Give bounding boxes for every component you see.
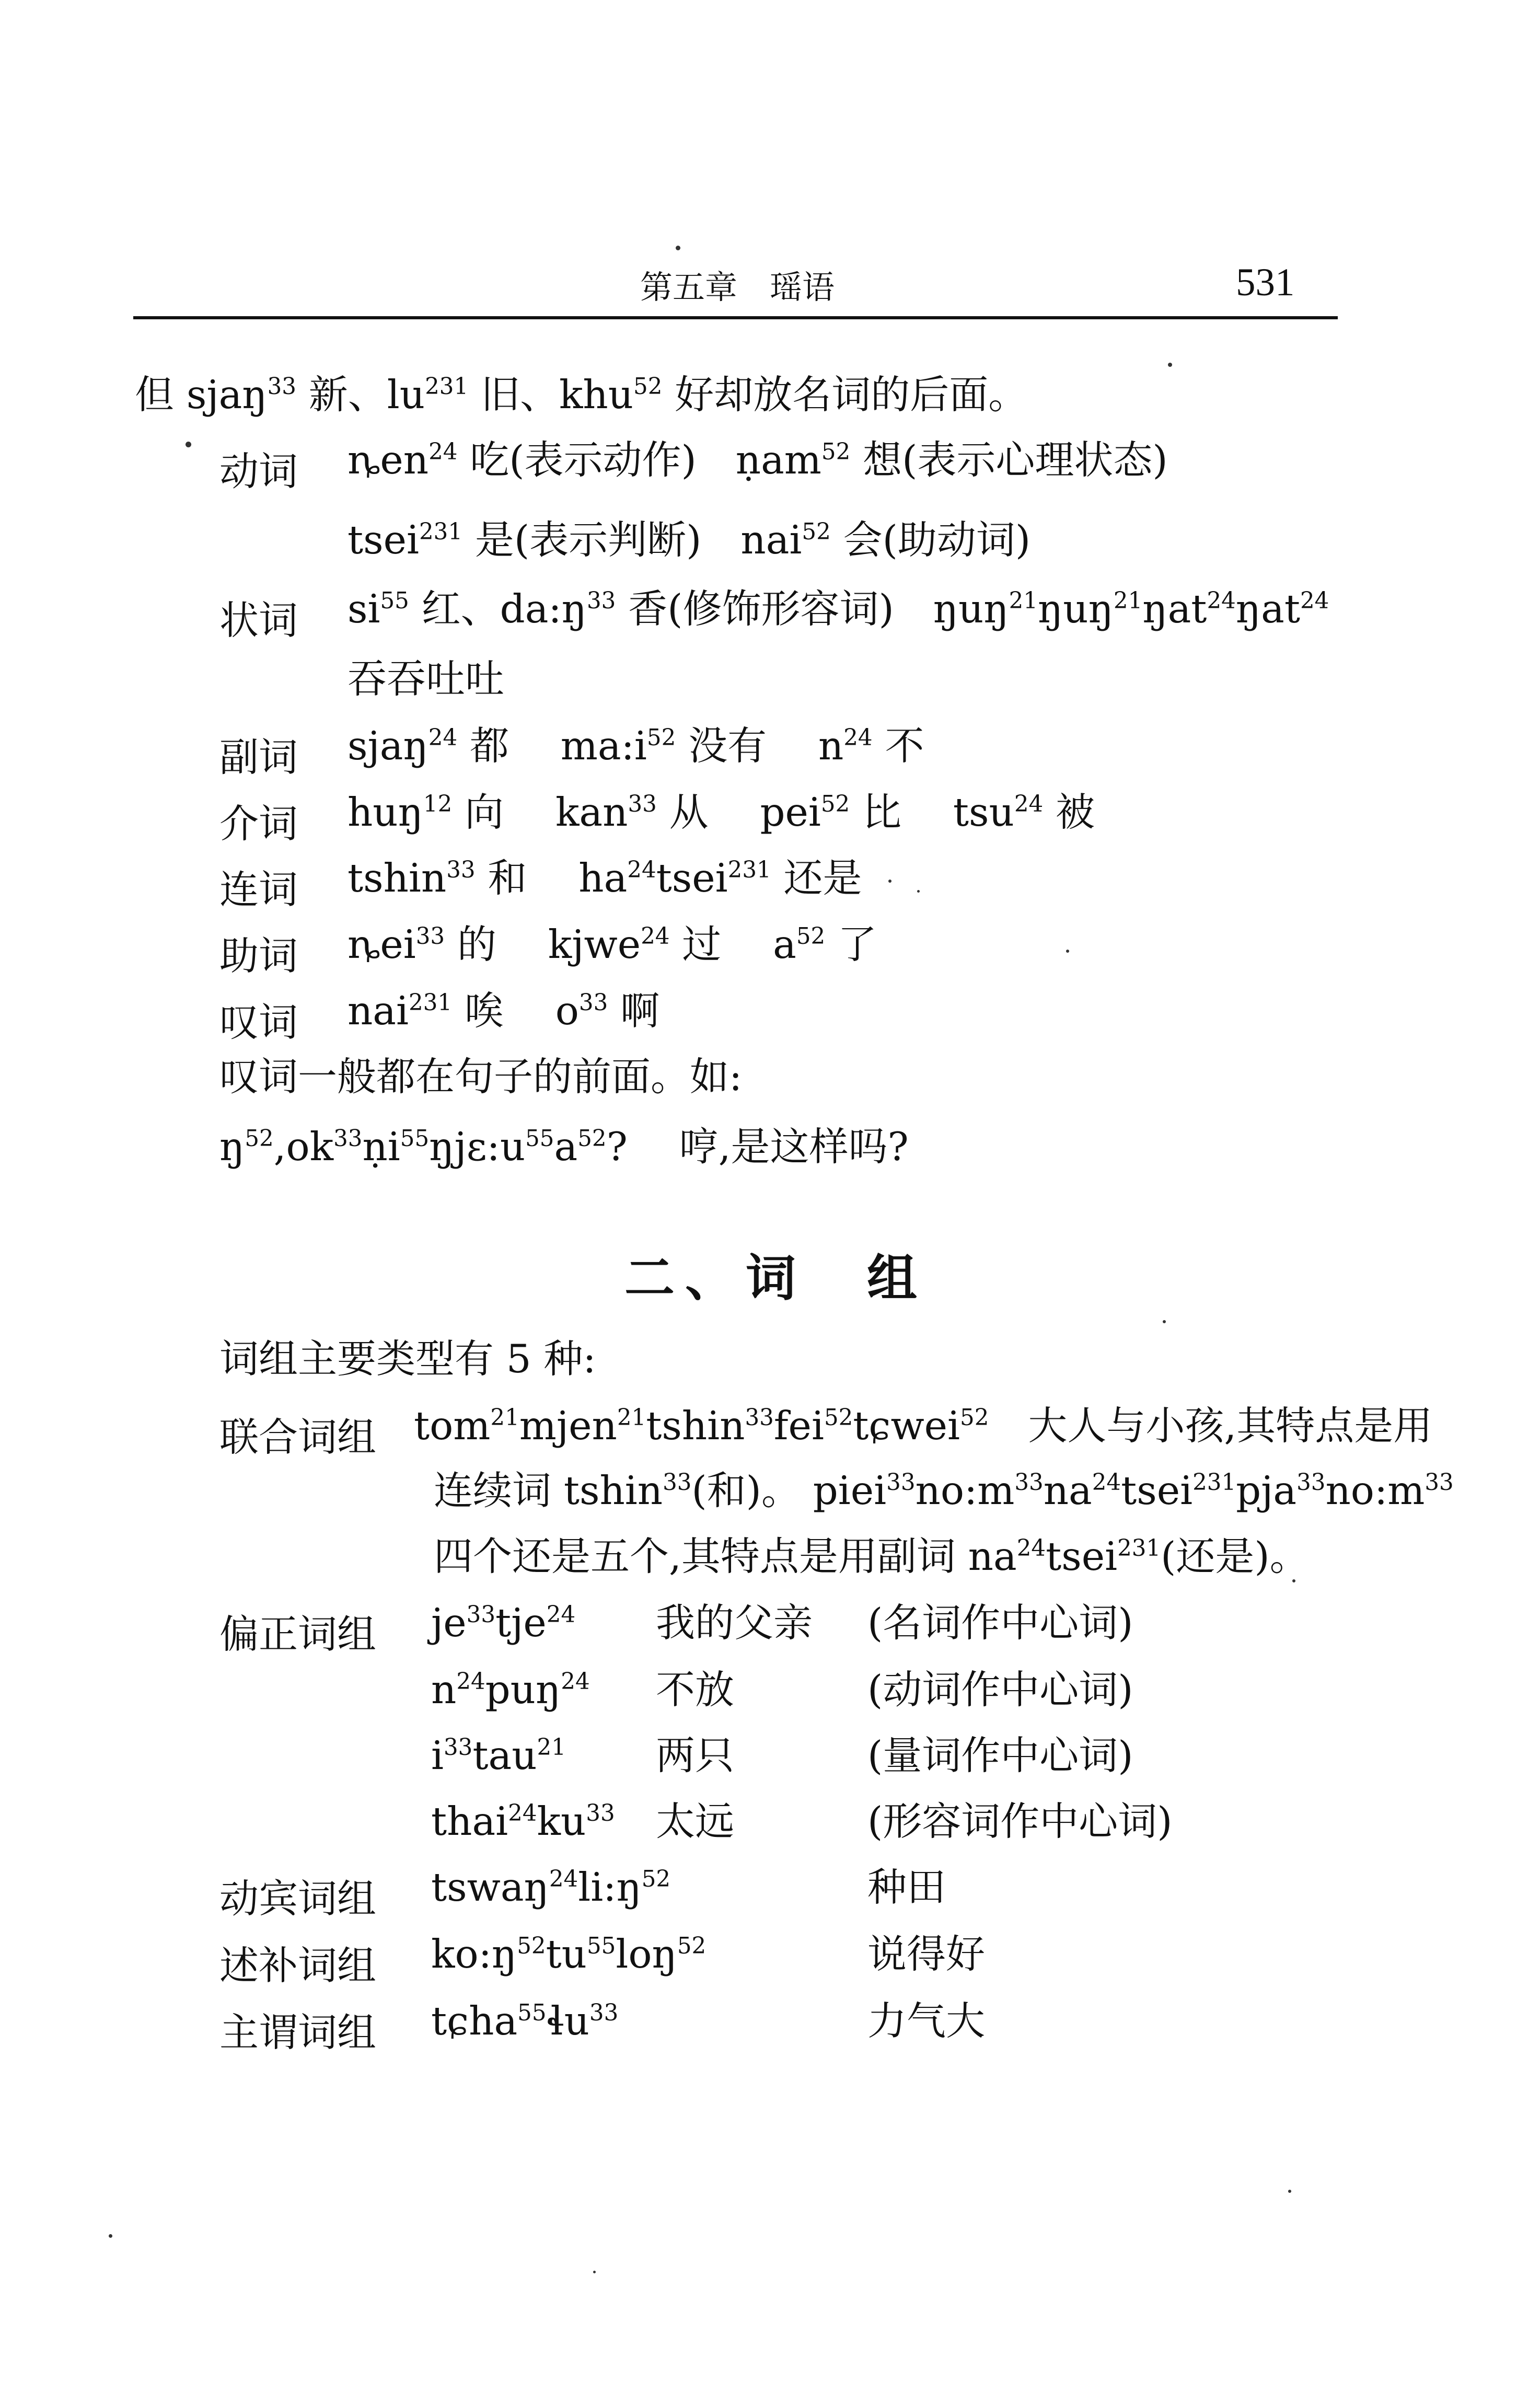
tone-superscript: 33 bbox=[444, 1735, 473, 1761]
coordinate-line-1: tom$^{21}$mjen$^{21}$tshin$^{33}$fei$^{52}$tɕwei$^{52}$ 大人与小孩,其特点是用 bbox=[414, 1403, 1433, 1449]
tone-superscript: 24 bbox=[641, 923, 670, 950]
modifier-form: $i^{33}tau^{21}$ bbox=[431, 1732, 566, 1778]
verb-complement-gloss: 说得好 bbox=[867, 1931, 986, 1977]
modifier-gloss: 不放 bbox=[656, 1667, 735, 1713]
tone-superscript: 21 bbox=[1009, 588, 1038, 615]
scan-speck bbox=[109, 2234, 112, 2238]
tone-superscript: 33 bbox=[578, 990, 608, 1016]
tone-superscript: 33 bbox=[663, 1470, 692, 1496]
tone-superscript: 55 bbox=[380, 588, 409, 615]
tone-superscript: 52 bbox=[677, 1933, 707, 1960]
phrase-label-subject-predicate: 主谓词组 bbox=[219, 2009, 377, 2055]
tone-superscript: 33 bbox=[446, 857, 476, 884]
tone-superscript: 33 bbox=[415, 923, 445, 950]
scan-speck bbox=[1292, 1579, 1295, 1582]
header-rule bbox=[133, 316, 1338, 319]
word-class-label-interjection: 叹词 bbox=[219, 999, 298, 1045]
word-class-verb-line-1: ȵen$^{24}$ 吃(表示动作) ṇam$^{52}$ 想(表示心理状态) bbox=[348, 437, 1168, 483]
scan-speck bbox=[186, 442, 191, 447]
tone-superscript: 231 bbox=[1117, 1535, 1161, 1562]
coordinate-line-3: 四个还是五个,其特点是用副词 $na^{24}tsei^{231}$(还是)。 bbox=[434, 1533, 1309, 1579]
tone-superscript: 33 bbox=[886, 1470, 916, 1496]
tone-superscript: 24 bbox=[508, 1800, 537, 1827]
tone-superscript: 24 bbox=[843, 725, 873, 752]
tone-superscript: 24 bbox=[627, 857, 656, 884]
example-sentence: $ŋ^{52},ok^{33}ṇi^{55}ŋjɛ:u^{55}a^{52}$? 哼,是这样吗? bbox=[219, 1124, 909, 1170]
interjection-note: 叹词一般都在句子的前面。如: bbox=[219, 1054, 743, 1100]
tone-superscript: 33 bbox=[1296, 1470, 1326, 1496]
tone-superscript: 52 bbox=[245, 1126, 274, 1152]
modifier-gloss: 太远 bbox=[656, 1798, 735, 1844]
tone-superscript: 24 bbox=[1092, 1470, 1121, 1496]
tone-superscript: 24 bbox=[456, 1669, 485, 1695]
word-class-label-adverb: 副词 bbox=[219, 734, 298, 780]
tone-superscript: 21 bbox=[1113, 588, 1143, 615]
phrase-intro: 词组主要类型有 5 种: bbox=[219, 1336, 596, 1382]
tone-superscript: 231 bbox=[425, 374, 469, 400]
word-class-conjunction-line-1: tshin$^{33}$ 和 $ha^{24}tsei^{231}$ 还是 bbox=[348, 855, 862, 901]
modifier-note: (动词作中心词) bbox=[867, 1667, 1133, 1713]
section-title: 二、词 组 bbox=[624, 1248, 928, 1308]
tone-superscript: 231 bbox=[419, 519, 463, 546]
tone-superscript: 24 bbox=[1207, 588, 1236, 615]
intro-line: 但 sjaŋ$^{33}$ 新、$lu^{231}$ 旧、khu$^{52}$ 好却放名词的后面。 bbox=[135, 372, 1028, 418]
scan-speck bbox=[1066, 950, 1069, 953]
tone-superscript: 231 bbox=[727, 857, 771, 884]
subject-predicate-form: tɕha$^{55}$ɬu$^{33}$ bbox=[431, 1998, 619, 2044]
modifier-note: (名词作中心词) bbox=[867, 1600, 1133, 1646]
tone-superscript: 12 bbox=[423, 791, 453, 818]
tone-superscript: 52 bbox=[820, 791, 850, 818]
modifier-gloss: 两只 bbox=[656, 1732, 735, 1778]
phrase-label-coordinate: 联合词组 bbox=[219, 1414, 377, 1460]
tone-superscript: 33 bbox=[466, 1602, 495, 1628]
tone-superscript: 33 bbox=[1425, 1470, 1454, 1496]
page-number: 531 bbox=[1236, 261, 1295, 304]
tone-superscript: 33 bbox=[586, 588, 616, 615]
word-class-label-verb: 动词 bbox=[219, 448, 298, 494]
modifier-note: (形容词作中心词) bbox=[867, 1798, 1173, 1844]
tone-superscript: 21 bbox=[617, 1405, 646, 1431]
scan-speck bbox=[1163, 1320, 1166, 1323]
tone-superscript: 33 bbox=[1014, 1470, 1044, 1496]
word-class-adverbial-line-1: $si^{55}$ 红、$da:ŋ^{33}$ 香(修饰形容词) ŋuŋ$^{21}$ŋuŋ$^{21}$ŋat$^{24}$ŋat$^{24}$ bbox=[348, 586, 1329, 632]
word-class-label-particle: 助词 bbox=[219, 933, 298, 979]
tone-superscript: 21 bbox=[490, 1405, 519, 1431]
tone-superscript: 24 bbox=[546, 1602, 576, 1628]
tone-superscript: 52 bbox=[633, 374, 663, 400]
phrase-label-verb-complement: 述补词组 bbox=[219, 1943, 377, 1989]
scan-speck bbox=[917, 890, 920, 893]
tone-superscript: 52 bbox=[960, 1405, 989, 1431]
tone-superscript: 52 bbox=[802, 519, 831, 546]
tone-superscript: 24 bbox=[1016, 1535, 1046, 1562]
coordinate-line-2: 连续词 tshin$^{33}$(和)。 $piei^{33}no:m^{33}na^{24}tsei^{231}pja^{33}no:m^{33}$ bbox=[434, 1467, 1454, 1513]
tone-superscript: 24 bbox=[561, 1669, 590, 1695]
tone-superscript: 55 bbox=[517, 2000, 547, 2027]
word-class-label-preposition: 介词 bbox=[219, 801, 298, 847]
modifier-gloss: 我的父亲 bbox=[656, 1600, 813, 1646]
modifier-form: $thai^{24}ku^{33}$ bbox=[431, 1798, 615, 1844]
tone-superscript: 24 bbox=[549, 1866, 578, 1893]
phrase-label-modifier: 偏正词组 bbox=[219, 1611, 377, 1657]
tone-superscript: 52 bbox=[796, 923, 826, 950]
tone-superscript: 33 bbox=[267, 374, 296, 400]
scan-speck bbox=[1288, 2190, 1291, 2193]
verb-complement-form: $ko:ŋ^{52}tu^{55}loŋ^{52}$ bbox=[431, 1931, 707, 1977]
tone-superscript: 24 bbox=[1014, 791, 1044, 818]
tone-superscript: 231 bbox=[1192, 1470, 1236, 1496]
word-class-adverbial-line-2: 吞吞吐吐 bbox=[348, 656, 505, 702]
tone-superscript: 55 bbox=[400, 1126, 430, 1152]
modifier-form: $n^{24}puŋ^{24}$ bbox=[431, 1667, 590, 1713]
tone-superscript: 33 bbox=[589, 2000, 619, 2027]
word-class-particle-line-1: ȵei$^{33}$ 的 kjwe$^{24}$ 过 $a^{52}$ 了 bbox=[348, 921, 877, 967]
tone-superscript: 52 bbox=[821, 439, 851, 466]
tone-superscript: 55 bbox=[587, 1933, 616, 1960]
tone-superscript: 52 bbox=[641, 1866, 671, 1893]
tone-superscript: 24 bbox=[429, 439, 458, 466]
running-header: 第五章 瑶语 bbox=[640, 268, 835, 306]
tone-superscript: 33 bbox=[333, 1126, 363, 1152]
verb-object-form: $tswaŋ^{24}li:ŋ^{52}$ bbox=[431, 1864, 671, 1910]
tone-superscript: 33 bbox=[586, 1800, 615, 1827]
tone-superscript: 52 bbox=[824, 1405, 853, 1431]
tone-superscript: 33 bbox=[745, 1405, 774, 1431]
tone-superscript: 52 bbox=[577, 1126, 607, 1152]
word-class-label-adverbial: 状词 bbox=[219, 597, 298, 643]
phrase-label-verb-object: 动宾词组 bbox=[219, 1876, 377, 1922]
word-class-interjection-line-1: nai$^{231}$ 唉 $o^{33}$ 啊 bbox=[348, 988, 660, 1034]
tone-superscript: 52 bbox=[517, 1933, 546, 1960]
scan-speck bbox=[1168, 363, 1172, 367]
tone-superscript: 52 bbox=[646, 725, 676, 752]
tone-superscript: 24 bbox=[1300, 588, 1329, 615]
word-class-label-conjunction: 连词 bbox=[219, 866, 298, 912]
word-class-adverb-line-1: sjaŋ$^{24}$ 都 $ma:i^{52}$ 没有 $n^{24}$ 不 bbox=[348, 723, 924, 769]
tone-superscript: 21 bbox=[537, 1735, 566, 1761]
scan-speck bbox=[888, 880, 891, 883]
modifier-note: (量词作中心词) bbox=[867, 1732, 1133, 1778]
modifier-form: $je^{33}tje^{24}$ bbox=[431, 1600, 576, 1646]
tone-superscript: 55 bbox=[525, 1126, 554, 1152]
subject-predicate-gloss: 力气大 bbox=[867, 1998, 986, 2044]
scan-speck bbox=[593, 2271, 596, 2273]
tone-superscript: 24 bbox=[428, 725, 458, 752]
verb-object-gloss: 种田 bbox=[867, 1864, 946, 1910]
word-class-verb-line-2: tsei$^{231}$ 是(表示判断) nai$^{52}$ 会(助动词) bbox=[348, 517, 1031, 563]
scan-speck bbox=[676, 246, 680, 250]
word-class-preposition-line-1: huŋ$^{12}$ 向 kan$^{33}$ 从 pei$^{52}$ 比 tsu$^{24}$ 被 bbox=[348, 789, 1095, 835]
tone-superscript: 231 bbox=[409, 990, 453, 1016]
tone-superscript: 33 bbox=[628, 791, 657, 818]
